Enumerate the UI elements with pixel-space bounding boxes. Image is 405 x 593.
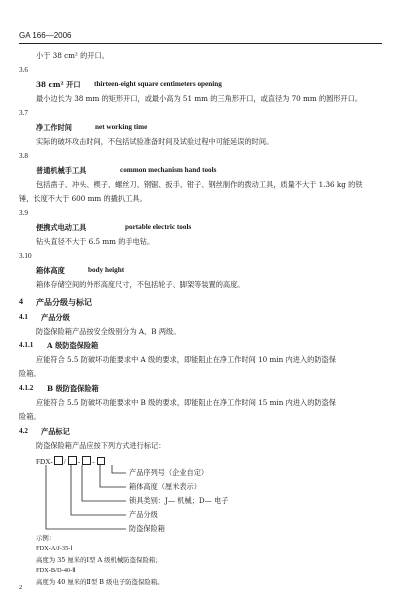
clause-3-8-number: 3.8 (19, 152, 28, 160)
marking-label-height: 箱体高度（厘米表示） (129, 482, 201, 491)
clause-3-10-term-cn: 箱体高度 (36, 266, 65, 275)
example-1-description: 高度为 35 厘米的Ⅰ型 A 级机械防盗保险箱； (36, 556, 162, 564)
clause-3-9-definition: 钻头直径不大于 6.5 mm 的手电钻。 (36, 237, 155, 246)
clause-4-2-text: 防盗保险箱产品应按下列方式进行标记： (36, 441, 166, 450)
clause-3-8-definition-line-1: 包括凿子、冲头、楔子、螺丝刀、钢锯、扳手、钳子、钢丝制作的拨动工具，质量不大于 1.36 kg 的铁 (36, 180, 363, 189)
marking-label-serial: 产品序列号（企业自定） (129, 468, 209, 477)
clause-4-1-1-text-line-2: 险箱。 (19, 369, 41, 378)
marking-code-prefix: FDX- (36, 458, 53, 466)
clause-3-10-term-en: body height (88, 266, 125, 274)
clause-4-1-text: 防盗保险箱产品按安全级别分为 A、B 两级。 (36, 327, 181, 336)
clause-4-2-number: 4.2 (19, 427, 28, 435)
clause-4-1-2-number: 4.1.2 (19, 384, 34, 392)
clause-4-1-1-title: A 级防盗保险箱 (47, 341, 99, 350)
clause-3-9-term-en: portable electric tools (125, 223, 192, 231)
clause-4-1-1-number: 4.1.1 (19, 341, 34, 349)
clause-4-1-1-text-line-1: 应能符合 5.5 防破坏功能要求中 A 级的要求，即能阻止在净工作时间 10 min 内进入的防盗保 (36, 355, 336, 364)
marking-label-lock-type: 锁具类别：J— 机械；D— 电子 (129, 496, 229, 505)
clause-3-7-number: 3.7 (19, 109, 28, 117)
clause-4-1-number: 4.1 (19, 313, 28, 321)
clause-4-1-title: 产品分级 (41, 313, 70, 322)
clause-3-6-definition: 最小边长为 38 mm 的矩形开口，或最小高为 51 mm 的三角形开口，或直径为 70 mm 的圆形开口。 (36, 94, 363, 103)
clause-3-7-term-cn: 净工作时间 (36, 123, 72, 132)
clause-3-10-number: 3.10 (19, 252, 32, 260)
clause-3-7-term-en: net working time (95, 123, 148, 131)
intro-text: 小于 38 cm² 的开口。 (36, 51, 109, 60)
marking-label-product: 防盗保险箱 (129, 524, 165, 533)
marking-code: FDX- / - - (36, 456, 105, 466)
clause-3-8-term-en: common mechanism hand tools (120, 166, 217, 174)
example-2-code: FDX-B/D-40-Ⅱ (36, 567, 76, 574)
clause-3-6-term-cn: 38 cm² 开口 (36, 80, 81, 89)
chapter-4-number: 4 (19, 297, 23, 306)
clause-3-10-definition: 箱体存储空间的外形高度尺寸，不包括轮子、脚架等装置的高度。 (36, 280, 245, 289)
clause-3-8-definition-line-2: 锤，长度不大于 600 mm 的撬扒工具。 (19, 194, 147, 203)
page-number: 2 (19, 584, 23, 591)
example-heading: 示例： (36, 534, 56, 542)
clause-3-9-term-cn: 便携式电动工具 (36, 223, 87, 232)
clause-3-9-number: 3.9 (19, 209, 28, 217)
example-2-description: 高度为 40 厘米的Ⅱ型 B 级电子防盗保险箱。 (36, 578, 164, 586)
clause-3-6-number: 3.6 (19, 66, 28, 74)
doc-number: GA 166—2006 (19, 31, 72, 40)
clause-4-1-2-text-line-1: 应能符合 5.5 防破坏功能要求中 B 级的要求，即能阻止在净工作时间 15 min 内进入的防盗保 (36, 398, 336, 407)
clause-4-1-2-title: B 级防盗保险箱 (47, 384, 99, 393)
clause-3-7-definition: 实际的破坏攻击时间，不包括试验准备时间及试验过程中可能延误的时间。 (36, 137, 274, 146)
clause-4-1-2-text-line-2: 险箱。 (19, 412, 41, 421)
marking-label-grade: 产品分级 (129, 510, 158, 519)
chapter-4-title: 产品分级与标记 (36, 297, 92, 307)
clause-3-8-term-cn: 普通机械手工具 (36, 166, 87, 175)
example-1-code: FDX-A/J-35-Ⅰ (36, 545, 73, 552)
clause-3-6-term-en: thirteen-eight square centimeters opening (94, 80, 222, 88)
clause-4-2-title: 产品标记 (41, 427, 70, 436)
